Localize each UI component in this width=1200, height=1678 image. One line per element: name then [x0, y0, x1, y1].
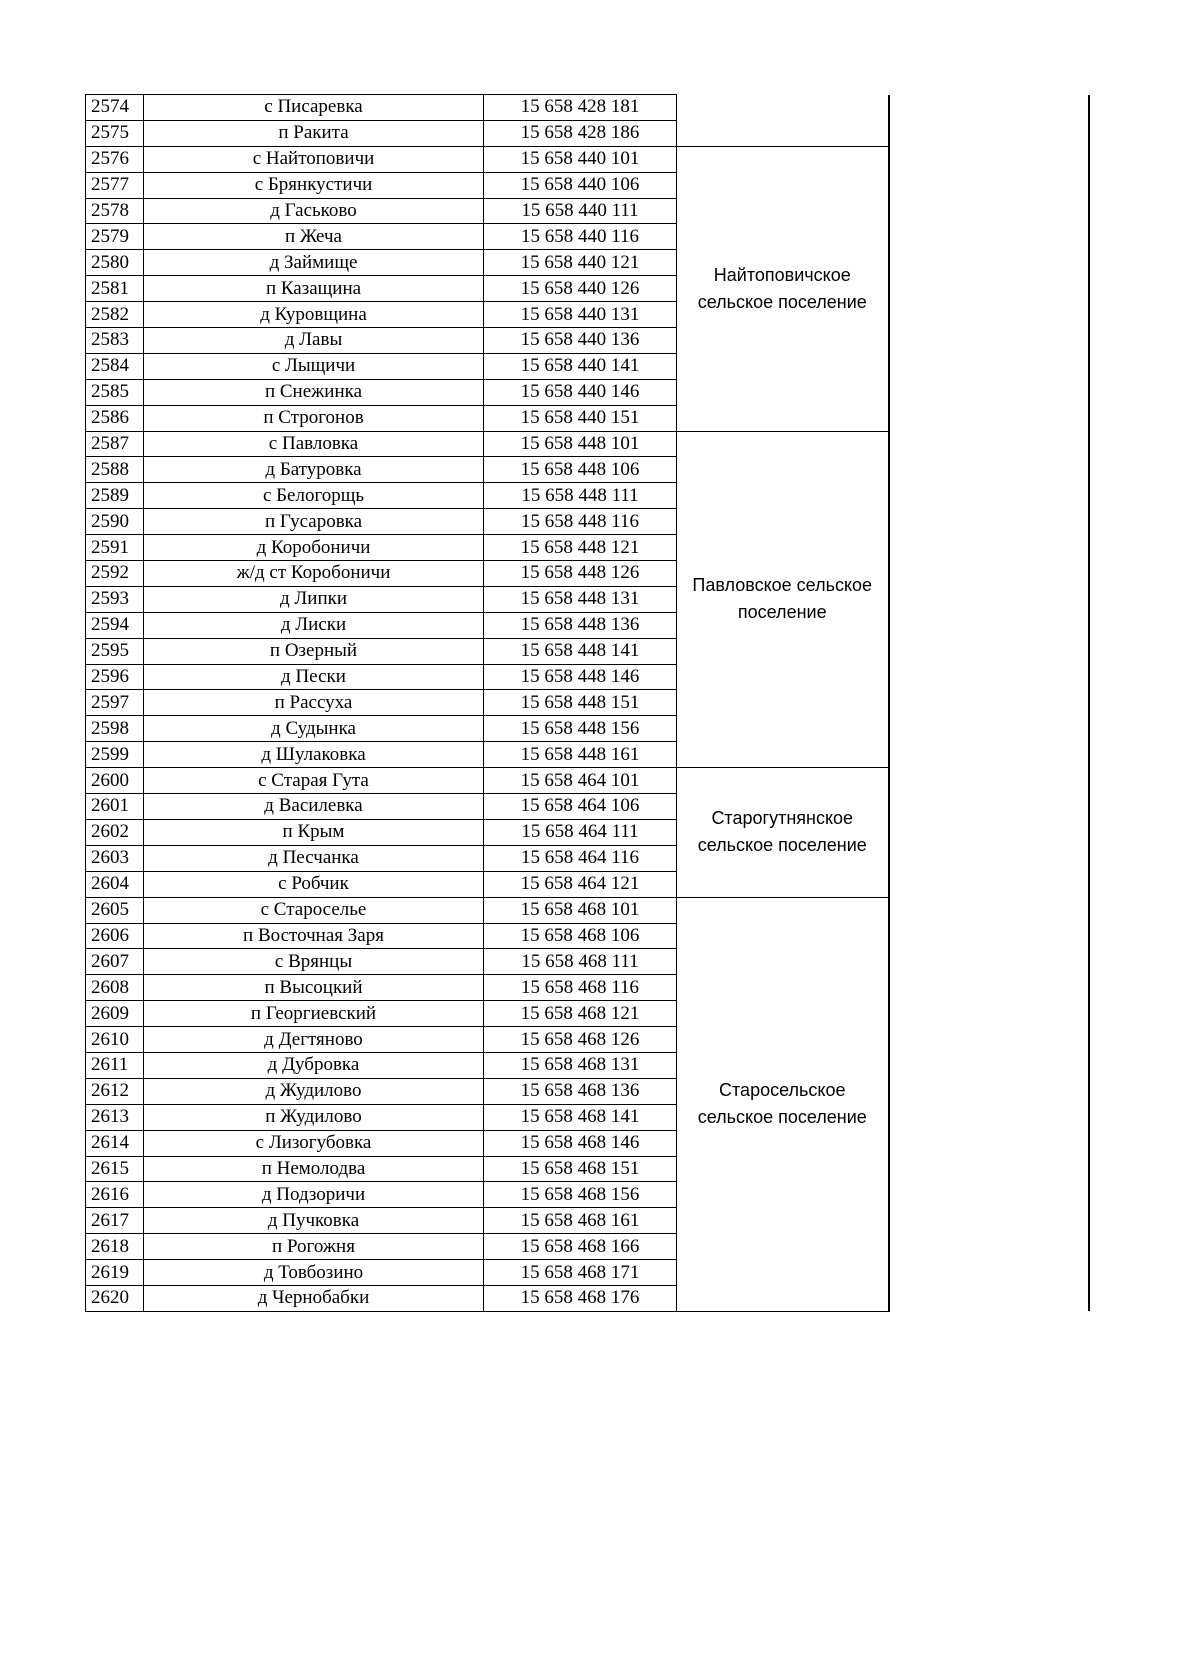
okato-code: 15 658 448 116: [484, 509, 677, 535]
row-number: 2619: [86, 1260, 144, 1286]
okato-code: 15 658 440 151: [484, 405, 677, 431]
okato-code: 15 658 468 101: [484, 897, 677, 923]
locality-name: с Лизогубовка: [144, 1130, 484, 1156]
okato-code: 15 658 448 141: [484, 638, 677, 664]
row-number: 2581: [86, 276, 144, 302]
locality-name: п Рогожня: [144, 1234, 484, 1260]
okato-code: 15 658 468 166: [484, 1234, 677, 1260]
okato-code: 15 658 464 106: [484, 794, 677, 820]
locality-name: д Пучковка: [144, 1208, 484, 1234]
row-number: 2618: [86, 1234, 144, 1260]
row-number: 2617: [86, 1208, 144, 1234]
locality-name: с Найтоповичи: [144, 146, 484, 172]
row-number: 2620: [86, 1285, 144, 1311]
locality-name: д Лиски: [144, 612, 484, 638]
row-number: 2608: [86, 975, 144, 1001]
locality-name: д Лавы: [144, 328, 484, 354]
empty-column: [889, 95, 1089, 1312]
locality-name: ж/д ст Коробоничи: [144, 561, 484, 587]
okato-code: 15 658 440 136: [484, 328, 677, 354]
okato-code: 15 658 468 161: [484, 1208, 677, 1234]
okato-code: 15 658 468 146: [484, 1130, 677, 1156]
row-number: 2577: [86, 172, 144, 198]
locality-name: п Снежинка: [144, 379, 484, 405]
okato-code: 15 658 448 111: [484, 483, 677, 509]
okato-code: 15 658 468 176: [484, 1285, 677, 1311]
locality-name: д Судынка: [144, 716, 484, 742]
okato-code: 15 658 468 121: [484, 1001, 677, 1027]
row-number: 2597: [86, 690, 144, 716]
okato-code: 15 658 464 116: [484, 845, 677, 871]
okato-code: 15 658 448 136: [484, 612, 677, 638]
locality-name: д Чернобабки: [144, 1285, 484, 1311]
okato-code: 15 658 428 181: [484, 95, 677, 121]
locality-name: с Старая Гута: [144, 768, 484, 794]
row-number: 2604: [86, 871, 144, 897]
locality-name: п Восточная Заря: [144, 923, 484, 949]
locality-name: д Василевка: [144, 794, 484, 820]
row-number: 2590: [86, 509, 144, 535]
okato-code: 15 658 440 146: [484, 379, 677, 405]
okato-code: 15 658 468 116: [484, 975, 677, 1001]
locality-name: п Жеча: [144, 224, 484, 250]
row-number: 2615: [86, 1156, 144, 1182]
settlement-name: Павловское сельское поселение: [677, 431, 889, 768]
settlement-name: Старосельское сельское поселение: [677, 897, 889, 1311]
okato-code: 15 658 440 101: [484, 146, 677, 172]
okato-code: 15 658 448 121: [484, 535, 677, 561]
row-number: 2582: [86, 302, 144, 328]
locality-name: д Товбозино: [144, 1260, 484, 1286]
locality-name: д Липки: [144, 586, 484, 612]
okato-code: 15 658 440 126: [484, 276, 677, 302]
row-number: 2594: [86, 612, 144, 638]
locality-name: д Коробоничи: [144, 535, 484, 561]
okato-code: 15 658 468 111: [484, 949, 677, 975]
okato-code: 15 658 464 111: [484, 819, 677, 845]
table-row: [86, 95, 1089, 121]
locality-name: д Дубровка: [144, 1052, 484, 1078]
okato-code: 15 658 448 106: [484, 457, 677, 483]
settlement-name: Старогутнянское сельское поселение: [677, 768, 889, 897]
okato-code: 15 658 468 126: [484, 1027, 677, 1053]
locality-name: с Робчик: [144, 871, 484, 897]
row-number: 2589: [86, 483, 144, 509]
okato-code: 15 658 440 106: [484, 172, 677, 198]
locality-name: д Дегтяново: [144, 1027, 484, 1053]
okato-code: 15 658 468 156: [484, 1182, 677, 1208]
row-number: 2575: [86, 120, 144, 146]
row-number: 2587: [86, 431, 144, 457]
locality-name: с Врянцы: [144, 949, 484, 975]
row-number: 2609: [86, 1001, 144, 1027]
locality-name: д Гаськово: [144, 198, 484, 224]
okato-code: 15 658 448 126: [484, 561, 677, 587]
row-number: 2593: [86, 586, 144, 612]
row-number: 2574: [86, 95, 144, 121]
okato-code: 15 658 440 111: [484, 198, 677, 224]
row-number: 2583: [86, 328, 144, 354]
row-number: 2607: [86, 949, 144, 975]
locality-name: д Жудилово: [144, 1078, 484, 1104]
row-number: 2616: [86, 1182, 144, 1208]
okato-code: 15 658 428 186: [484, 120, 677, 146]
row-number: 2578: [86, 198, 144, 224]
okato-code: 15 658 464 101: [484, 768, 677, 794]
settlement-name: [677, 95, 889, 147]
okato-code: 15 658 448 146: [484, 664, 677, 690]
settlement-code-table: [85, 94, 1090, 1312]
locality-name: с Староселье: [144, 897, 484, 923]
table-body: [86, 95, 1089, 1312]
locality-name: п Гусаровка: [144, 509, 484, 535]
okato-code: 15 658 468 151: [484, 1156, 677, 1182]
okato-code: 15 658 440 121: [484, 250, 677, 276]
locality-name: д Займище: [144, 250, 484, 276]
row-number: 2603: [86, 845, 144, 871]
row-number: 2588: [86, 457, 144, 483]
locality-name: д Подзоричи: [144, 1182, 484, 1208]
locality-name: д Куровщина: [144, 302, 484, 328]
row-number: 2611: [86, 1052, 144, 1078]
okato-code: 15 658 448 156: [484, 716, 677, 742]
row-number: 2614: [86, 1130, 144, 1156]
okato-code: 15 658 448 131: [484, 586, 677, 612]
row-number: 2595: [86, 638, 144, 664]
locality-name: п Озерный: [144, 638, 484, 664]
locality-name: п Ракита: [144, 120, 484, 146]
locality-name: п Казащина: [144, 276, 484, 302]
locality-name: п Строгонов: [144, 405, 484, 431]
row-number: 2598: [86, 716, 144, 742]
row-number: 2576: [86, 146, 144, 172]
locality-name: с Лыщичи: [144, 353, 484, 379]
locality-name: п Георгиевский: [144, 1001, 484, 1027]
locality-name: п Жудилово: [144, 1104, 484, 1130]
okato-code: 15 658 468 141: [484, 1104, 677, 1130]
settlement-name: Найтоповичское сельское поселение: [677, 146, 889, 431]
row-number: 2610: [86, 1027, 144, 1053]
row-number: 2606: [86, 923, 144, 949]
row-number: 2613: [86, 1104, 144, 1130]
row-number: 2585: [86, 379, 144, 405]
row-number: 2592: [86, 561, 144, 587]
okato-code: 15 658 440 116: [484, 224, 677, 250]
locality-name: с Белогорщь: [144, 483, 484, 509]
locality-name: д Пески: [144, 664, 484, 690]
locality-name: п Крым: [144, 819, 484, 845]
okato-code: 15 658 468 171: [484, 1260, 677, 1286]
okato-code: 15 658 468 106: [484, 923, 677, 949]
locality-name: с Брянкустичи: [144, 172, 484, 198]
row-number: 2601: [86, 794, 144, 820]
row-number: 2591: [86, 535, 144, 561]
okato-code: 15 658 468 131: [484, 1052, 677, 1078]
row-number: 2602: [86, 819, 144, 845]
row-number: 2586: [86, 405, 144, 431]
row-number: 2599: [86, 742, 144, 768]
okato-code: 15 658 440 141: [484, 353, 677, 379]
okato-code: 15 658 468 136: [484, 1078, 677, 1104]
locality-name: п Рассуха: [144, 690, 484, 716]
locality-name: п Высоцкий: [144, 975, 484, 1001]
okato-code: 15 658 440 131: [484, 302, 677, 328]
row-number: 2596: [86, 664, 144, 690]
okato-code: 15 658 448 101: [484, 431, 677, 457]
locality-name: д Шулаковка: [144, 742, 484, 768]
okato-code: 15 658 448 161: [484, 742, 677, 768]
locality-name: д Песчанка: [144, 845, 484, 871]
row-number: 2612: [86, 1078, 144, 1104]
row-number: 2580: [86, 250, 144, 276]
row-number: 2584: [86, 353, 144, 379]
okato-code: 15 658 464 121: [484, 871, 677, 897]
row-number: 2579: [86, 224, 144, 250]
row-number: 2605: [86, 897, 144, 923]
okato-code: 15 658 448 151: [484, 690, 677, 716]
locality-name: с Писаревка: [144, 95, 484, 121]
locality-name: с Павловка: [144, 431, 484, 457]
locality-name: п Немолодва: [144, 1156, 484, 1182]
row-number: 2600: [86, 768, 144, 794]
locality-name: д Батуровка: [144, 457, 484, 483]
